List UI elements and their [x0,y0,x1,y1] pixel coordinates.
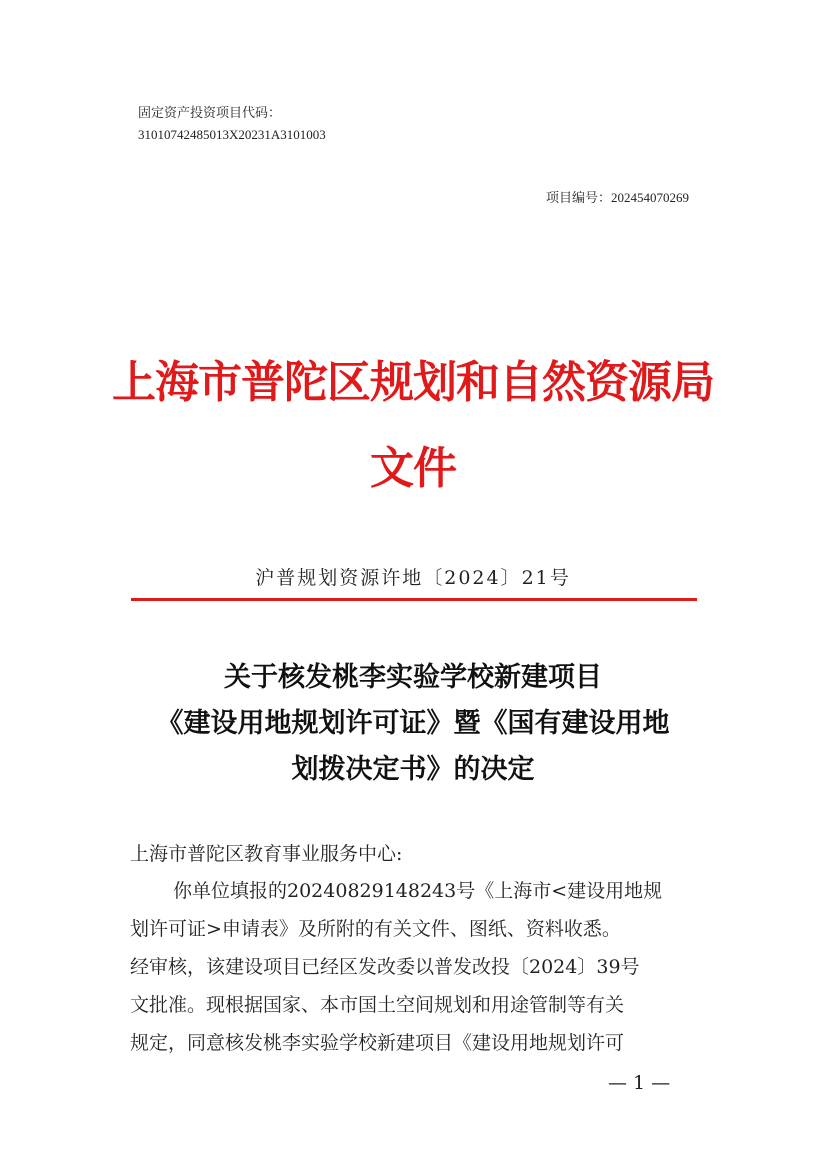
body-line-5: 规定，同意核发桃李实验学校新建项目《建设用地规划许可 [130,1032,625,1054]
body-line-1: 你单位填报的20240829148243号《上海市<建设用地规 [173,880,663,902]
header-divider [131,598,697,601]
document-type-title: 文件 [370,443,456,494]
page-number: — 1 — [608,1072,671,1094]
body-line-4: 文批准。现根据国家、本市国土空间规划和用途管制等有关 [130,994,625,1016]
title-line-2: 《建设用地规划许可证》暨《国有建设用地 [156,708,670,739]
fixed-asset-code-label: 固定资产投资项目代码： [138,105,282,120]
title-line-1: 关于核发桃李实验学校新建项目 [224,662,602,693]
agency-title: 上海市普陀区规划和自然资源局 [112,357,714,408]
body-line-2: 划许可证>申请表》及所附的有关文件、图纸、资料收悉。 [130,918,621,940]
addressee: 上海市普陀区教育事业服务中心: [130,843,403,865]
title-line-3: 划拨决定书》的决定 [291,754,535,785]
project-number: 项目编号：202454070269 [545,190,689,205]
body-line-3: 经审核，该建设项目已经区发改委以普发改投〔2024〕39号 [130,956,640,978]
document-number: 沪普规划资源许地〔2024〕21号 [255,567,571,589]
fixed-asset-code: 31010742485013X20231A3101003 [138,127,326,142]
